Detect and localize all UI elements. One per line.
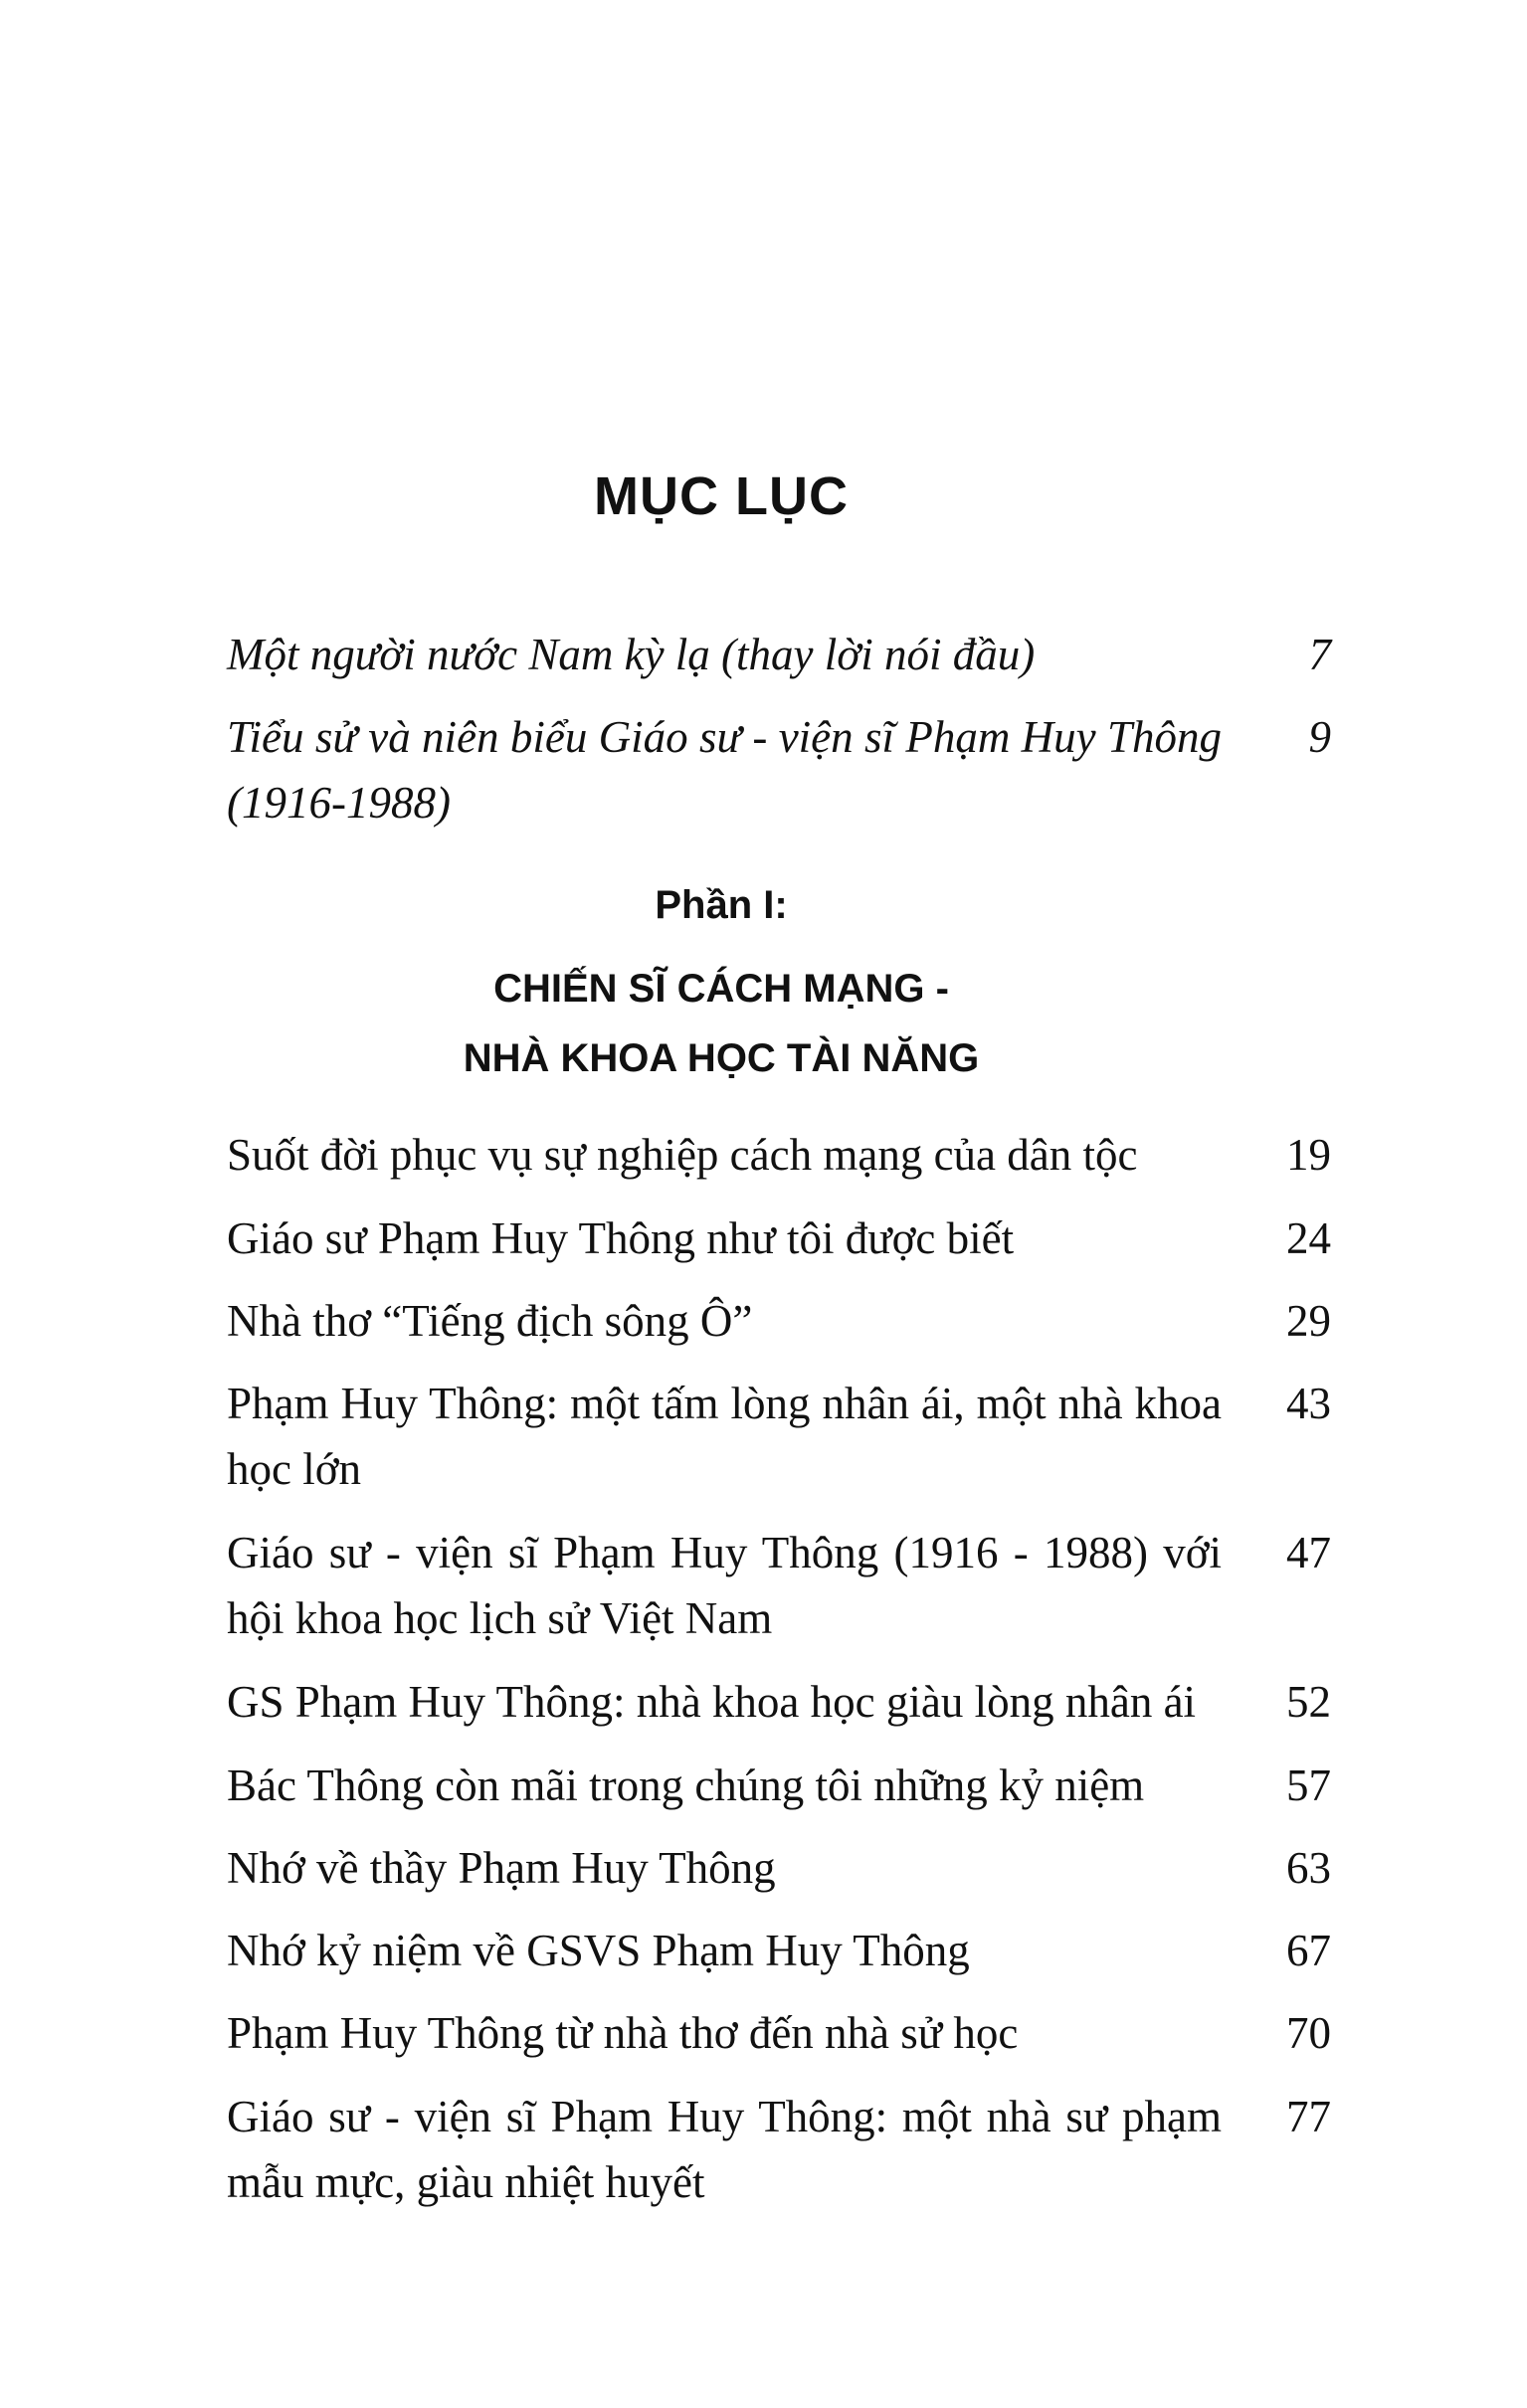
toc-entry-title: Giáo sư - viện sĩ Phạm Huy Thông: một nhà sư phạm mẫu mực, giàu nhiệt huyết (227, 2092, 1222, 2207)
toc-entry (227, 1918, 1331, 1983)
toc-entry-title: Phạm Huy Thông từ nhà thơ đến nhà sử học (227, 2008, 1019, 2058)
toc-entry (227, 1753, 1331, 1818)
toc-entry (227, 1835, 1331, 1901)
part-label: Phần I: (655, 883, 788, 927)
toc-entry (227, 704, 1331, 835)
toc-entry-title: Một người nước Nam kỳ lạ (thay lời nói đầu) (227, 630, 1036, 679)
toc-entry-title: Tiểu sử và niên biểu Giáo sư - viện sĩ Phạm Huy Thông (1916-1988) (227, 712, 1222, 828)
toc-entry (227, 2084, 1331, 2215)
toc-entry (227, 1205, 1331, 1271)
toc-entry-page: 19 (1286, 1130, 1331, 1180)
page-title: MỤC LỤC (594, 466, 849, 526)
toc-entry-title: Bác Thông còn mãi trong chúng tôi những kỷ niệm (227, 1760, 1145, 1810)
toc-entry (227, 1122, 1331, 1188)
toc-entry (227, 1520, 1331, 1651)
toc-entry-title: Giáo sư Phạm Huy Thông như tôi được biết (227, 1213, 1015, 1263)
toc-entry-page: 43 (1286, 1379, 1331, 1428)
toc-entry-page: 24 (1286, 1213, 1331, 1263)
toc-entry (227, 1288, 1331, 1354)
part-title-line-2: NHÀ KHOA HỌC TÀI NĂNG (463, 1036, 980, 1080)
toc-entry-title: Giáo sư - viện sĩ Phạm Huy Thông (1916 - 1988) với hội khoa học lịch sử Việt Nam (227, 1528, 1222, 1643)
toc-entry-page: 52 (1286, 1677, 1331, 1727)
toc-entry-title: Nhà thơ “Tiếng địch sông Ô” (227, 1296, 753, 1346)
toc-entry-page: 9 (1308, 712, 1331, 762)
toc-entry (227, 622, 1331, 687)
toc-entry-page: 57 (1286, 1760, 1331, 1810)
toc-entry-page: 70 (1286, 2008, 1331, 2058)
toc-entry (227, 1371, 1331, 1502)
toc-entry-page: 29 (1286, 1296, 1331, 1346)
toc-entry-title: Suốt đời phục vụ sự nghiệp cách mạng của dân tộc (227, 1130, 1138, 1180)
toc-entry (227, 1669, 1331, 1735)
toc-entry-page: 7 (1308, 630, 1331, 679)
part-title-line-1: CHIẾN SĨ CÁCH MẠNG - (493, 967, 949, 1011)
toc-entry-page: 77 (1286, 2092, 1331, 2141)
toc-entry-title: Phạm Huy Thông: một tấm lòng nhân ái, một nhà khoa học lớn (227, 1379, 1222, 1494)
toc-entry-page: 47 (1286, 1528, 1331, 1577)
toc-entry-page: 67 (1286, 1926, 1331, 1975)
toc-entry-page: 63 (1286, 1843, 1331, 1893)
toc-entry-title: Nhớ kỷ niệm về GSVS Phạm Huy Thông (227, 1926, 970, 1975)
toc-entry-title: GS Phạm Huy Thông: nhà khoa học giàu lòng nhân ái (227, 1677, 1197, 1727)
toc-entry-title: Nhớ về thầy Phạm Huy Thông (227, 1843, 776, 1893)
toc-entry (227, 2000, 1331, 2066)
